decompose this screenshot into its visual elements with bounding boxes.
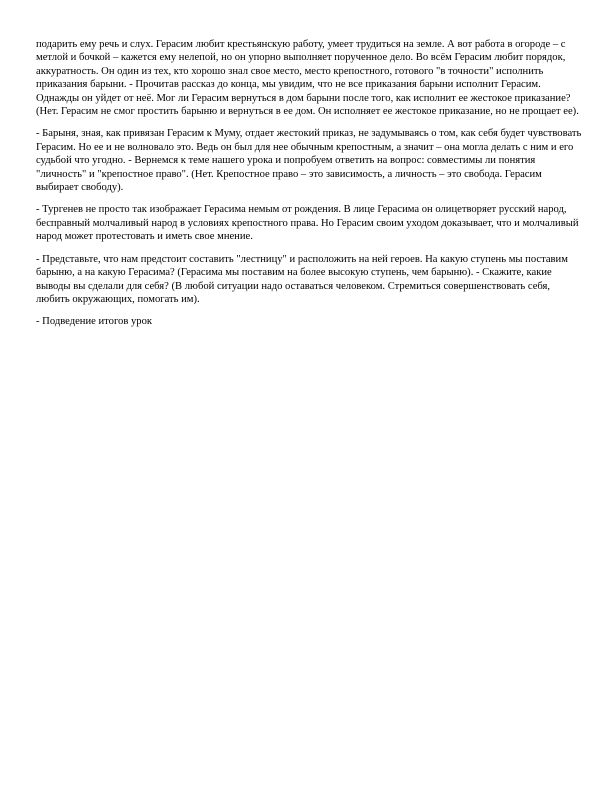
paragraph-cruel-order: - Барыня, зная, как привязан Герасим к Муму, отдает жестокий приказ, не задумываясь о том, как себя будет чувствовать Герасим. Но ее и не волновало это. Ведь он был для нее обычным крепостным, а значит – она могла делать с ним и его судьбой что угодно. - Вернемся к теме нашего урока и попробуем ответить на вопрос: совместимы ли понятия "личность" и "крепостное право". (Нет. Крепостное право – это зависимость, а личность – это свобода. Герасим выбирает свободу). [36,128,582,194]
paragraph-lesson-summary: - Подведение итогов урок [36,316,153,328]
document-page [36,38,582,338]
paragraph-silent-people: - Тургенев не просто так изображает Герасима немым от рождения. В лице Герасима он олицетворяет русский народ, бесправный молчаливый народ в условиях крепостного права. Но Герасим своим уходом доказывает, что и молчаливый народ может протестовать и иметь свое мнение. [36,204,579,243]
paragraph-ladder-task: - Представьте, что нам предстоит составить "лестницу" и расположить на ней героев. На какую ступень мы поставим барыню, а на какую Герасима? (Герасима мы поставим на более высокую ступень, чем барыню). - Скажите, какие выводы вы сделали для себя? (В любой ситуации надо оставаться человеком. Стремиться совершенствовать себя, любить окружающих, помогать им). [36,253,568,305]
paragraph-gerasim-work: подарить ему речь и слух. Герасим любит крестьянскую работу, умеет трудиться на земле. А вот работа в огороде – с метлой и бочкой – кажется ему нелепой, но он упорно выполняет порученное дело. Во всём Герасим любит порядок, аккуратность. Он один из тех, кто хорошо знал свое место, место крепостного, готового "в точности" исполнить приказания барыни. - Прочитав рассказ до конца, мы увидим, что не все приказания барыни исполнит Герасим. Однажды он уйдет от неё. Мог ли Герасим вернуться в дом барыни после того, как исполнит ее жестокое приказание? (Нет. Герасим не смог простить барыню и вернуться в ее дом. Он исполняет ее жестокое приказание, но не прощает ее). [36,39,579,118]
